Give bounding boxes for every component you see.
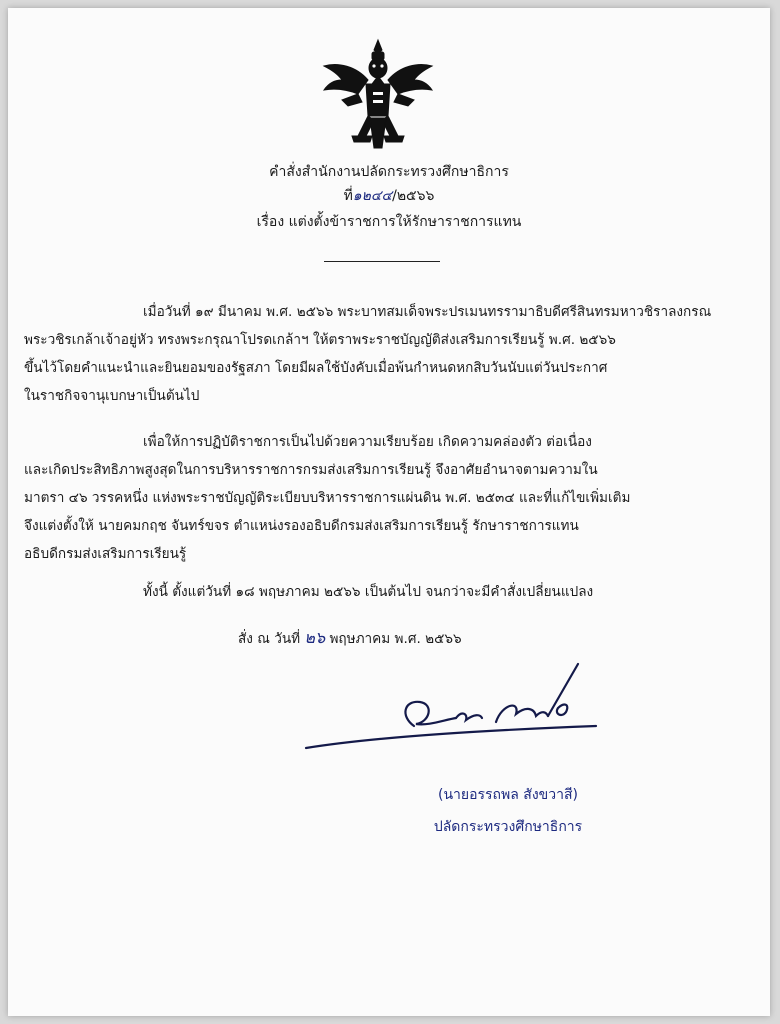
handwritten-signature — [296, 656, 606, 766]
paper-sheet — [8, 8, 770, 1016]
order-date — [238, 628, 738, 649]
garuda-emblem-icon — [318, 36, 438, 156]
para1-line: พระวชิรเกล้าเจ้าอยู่หัว ทรงพระกรุณาโปรดเกล้าฯ ให้ตราพระราชบัญญัติส่งเสริมการเรียนรู้ พ.ศ. ๒๕๖๖ — [24, 332, 616, 348]
org-title: คำสั่งสำนักงานปลัดกระทรวงศึกษาธิการ — [269, 164, 509, 180]
order-number-prefix: ที่ — [343, 188, 353, 204]
order-date-day: ๒๖ — [304, 628, 326, 647]
para2-line: อธิบดีกรมส่งเสริมการเรียนรู้ — [24, 546, 187, 562]
order-number-handwritten: ๑๒๔๔ — [352, 188, 393, 204]
para2-line: จึงแต่งตั้งให้ นายคมกฤช จันทร์ขจร ตำแหน่งรองอธิบดีกรมส่งเสริมการเรียนรู้ รักษาราชการแทน — [24, 518, 579, 534]
order-number — [8, 185, 770, 207]
para2-line: มาตรา ๔๖ วรรคหนึ่ง แห่งพระราชบัญญัติระเบียบบริหารราชการแผ่นดิน พ.ศ. ๒๕๓๔ และที่แก้ไขเพิ่มเติม — [24, 490, 631, 506]
signatory-position: ปลัดกระทรวงศึกษาธิการ — [433, 819, 583, 835]
title-divider — [324, 261, 440, 262]
official-order — [8, 8, 770, 1016]
signatory-name: (นายอรรถพล สังขวาสี) — [438, 787, 578, 803]
para2-line: เพื่อให้การปฏิบัติราชการเป็นไปด้วยความเรียบร้อย เกิดความคล่องตัว ต่อเนื่อง — [143, 434, 592, 450]
para1-line: ขึ้นไว้โดยคำแนะนำและยินยอมของรัฐสภา โดยมีผลใช้บังคับเมื่อพ้นกำหนดหกสิบวันนับแต่วันประกาศ — [24, 360, 608, 376]
order-subject: เรื่อง แต่งตั้งข้าราชการให้รักษาราชการแทน — [256, 214, 522, 230]
para1-line: เมื่อวันที่ ๑๙ มีนาคม พ.ศ. ๒๕๖๖ พระบาทสมเด็จพระปรเมนทรรามาธิบดีศรีสินทรมหาวชิราลงกรณ — [143, 304, 712, 320]
para3-line: ทั้งนี้ ตั้งแต่วันที่ ๑๘ พฤษภาคม ๒๕๖๖ เป็นต้นไป จนกว่าจะมีคำสั่งเปลี่ยนแปลง — [143, 584, 594, 600]
para2-line: และเกิดประสิทธิภาพสูงสุดในการบริหารราชการกรมส่งเสริมการเรียนรู้ จึงอาศัยอำนาจตามความใน — [24, 462, 598, 478]
para1-line: ในราชกิจจานุเบกษาเป็นต้นไป — [24, 388, 200, 404]
order-number-suffix: /๒๕๖๖ — [392, 188, 435, 204]
order-date-suffix: พฤษภาคม พ.ศ. ๒๕๖๖ — [329, 631, 462, 647]
order-date-prefix: สั่ง ณ วันที่ — [238, 631, 301, 647]
